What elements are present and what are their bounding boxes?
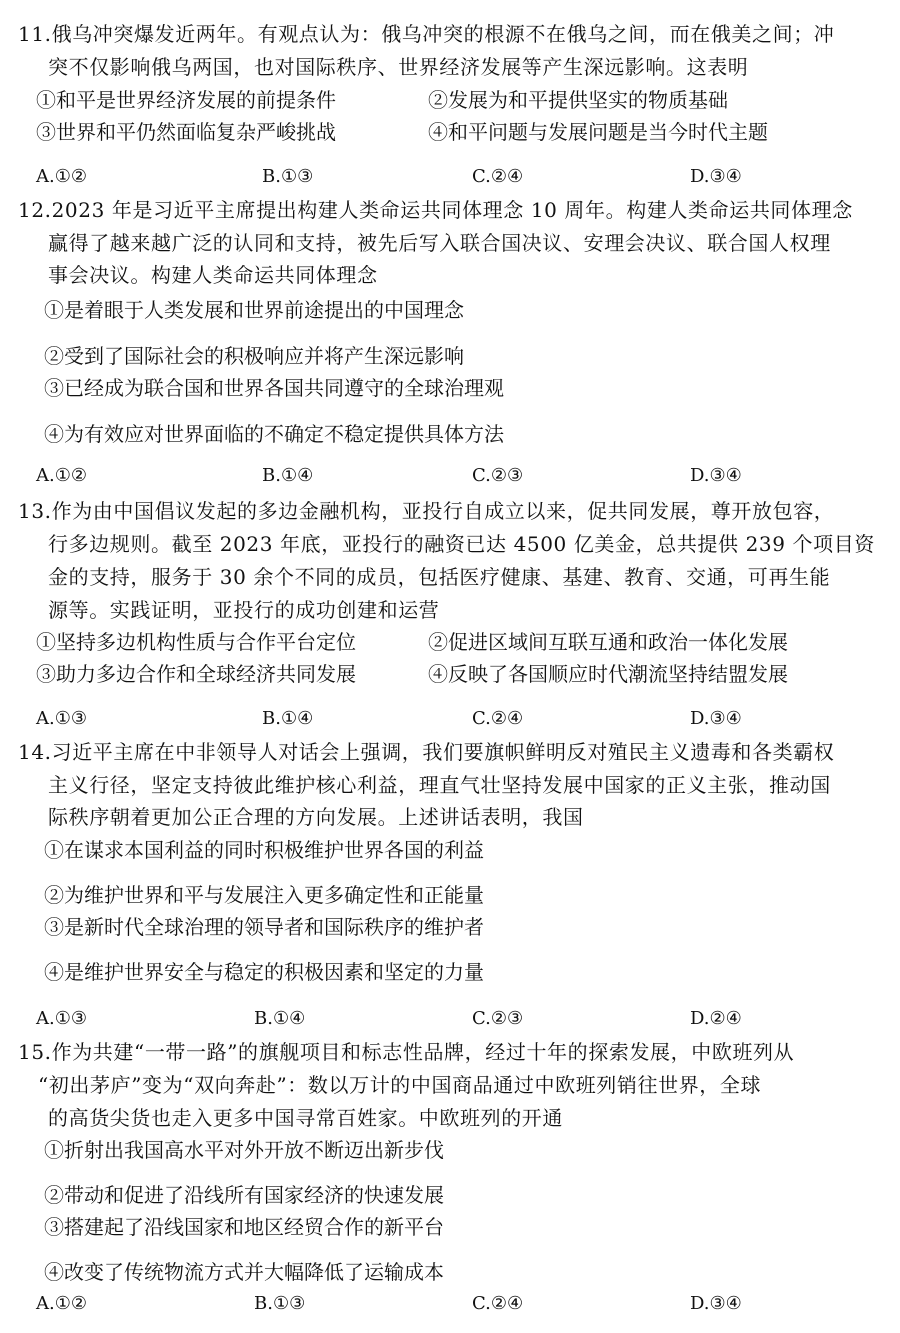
question-14-answer-d: D.②④ — [690, 1008, 742, 1029]
question-number: 15. — [18, 1040, 52, 1064]
question-13-answer-d: D.③④ — [690, 708, 742, 729]
stem-text: 作为共建“一带一路”的旗舰项目和标志性品牌，经过十年的探索发展，中欧班列从 — [51, 1040, 795, 1064]
question-12-answer-d: D.③④ — [690, 465, 742, 486]
question-12-option-4: ④为有效应对世界面临的不确定不稳定提供具体方法 — [44, 422, 504, 446]
question-15-stem-line-2: “初出茅庐”变为“双向奔赴”：数以万计的中国商品通过中欧班列销往世界，全球 — [38, 1073, 762, 1097]
stem-text: 作为由中国倡议发起的多边金融机构，亚投行自成立以来，促共同发展，尊开放包容， — [51, 499, 835, 523]
question-12-answer-a: A.①② — [36, 465, 87, 486]
question-13-answer-a: A.①③ — [36, 708, 87, 729]
question-13-stem-line-1 — [18, 497, 834, 525]
question-12-option-1: ①是着眼于人类发展和世界前途提出的中国理念 — [44, 298, 464, 322]
question-11-answer-c: C.②④ — [472, 166, 524, 187]
question-11-option-3: ③世界和平仍然面临复杂严峻挑战 — [36, 120, 336, 144]
question-12-answer-b: B.①④ — [262, 465, 314, 486]
question-13-answer-b: B.①④ — [262, 708, 314, 729]
question-14-answer-b: B.①④ — [254, 1008, 306, 1029]
question-15-option-4: ④改变了传统物流方式并大幅降低了运输成本 — [44, 1260, 444, 1284]
question-12-option-2: ②受到了国际社会的积极响应并将产生深远影响 — [44, 344, 464, 368]
question-11-stem-line-2: 突不仅影响俄乌两国，也对国际秩序、世界经济发展等产生深远影响。这表明 — [48, 55, 749, 79]
question-14-option-1: ①在谋求本国利益的同时积极维护世界各国的利益 — [44, 838, 484, 862]
question-13-stem-line-4: 源等。实践证明，亚投行的成功创建和运营 — [48, 598, 440, 622]
question-15-option-3: ③搭建起了沿线国家和地区经贸合作的新平台 — [44, 1215, 444, 1239]
question-12-stem-line-1 — [18, 196, 853, 224]
question-11-option-1: ①和平是世界经济发展的前提条件 — [36, 88, 336, 112]
question-11-option-4: ④和平问题与发展问题是当今时代主题 — [428, 120, 768, 144]
question-11-option-2: ②发展为和平提供坚实的物质基础 — [428, 88, 728, 112]
question-15-stem-line-1 — [18, 1038, 794, 1066]
question-number: 14. — [18, 740, 52, 764]
question-11-answer-a: A.①② — [36, 166, 87, 187]
question-15-answer-a: A.①② — [36, 1293, 87, 1314]
question-11-answer-b: B.①③ — [262, 166, 314, 187]
stem-text: 2023 年是习近平主席提出构建人类命运共同体理念 10 周年。构建人类命运共同体理念 — [51, 198, 853, 222]
question-13-option-1: ①坚持多边机构性质与合作平台定位 — [36, 630, 356, 654]
question-13-option-3: ③助力多边合作和全球经济共同发展 — [36, 662, 356, 686]
stem-text: 习近平主席在中非领导人对话会上强调，我们要旗帜鲜明反对殖民主义遗毒和各类霸权 — [51, 740, 835, 764]
question-14-option-4: ④是维护世界安全与稳定的积极因素和坚定的力量 — [44, 960, 484, 984]
question-12-answer-c: C.②③ — [472, 465, 524, 486]
question-15-answer-b: B.①③ — [254, 1293, 306, 1314]
question-13-option-4: ④反映了各国顺应时代潮流坚持结盟发展 — [428, 662, 788, 686]
question-14-stem-line-1 — [18, 738, 834, 766]
question-14-answer-a: A.①③ — [36, 1008, 87, 1029]
question-12-stem-line-2: 赢得了越来越广泛的认同和支持，被先后写入联合国决议、安理会决议、联合国人权理 — [48, 231, 831, 255]
question-13-option-2: ②促进区域间互联互通和政治一体化发展 — [428, 630, 788, 654]
question-11-answer-d: D.③④ — [690, 166, 742, 187]
question-15-answer-d: D.③④ — [690, 1293, 742, 1314]
question-15-answer-c: C.②④ — [472, 1293, 524, 1314]
question-15-option-1: ①折射出我国高水平对外开放不断迈出新步伐 — [44, 1138, 444, 1162]
question-number: 11. — [18, 22, 52, 46]
question-14-answer-c: C.②③ — [472, 1008, 524, 1029]
stem-text: 俄乌冲突爆发近两年。有观点认为：俄乌冲突的根源不在俄乌之间，而在俄美之间；冲 — [51, 22, 835, 46]
question-11-stem-line-1 — [18, 20, 834, 48]
question-14-stem-line-3: 际秩序朝着更加公正合理的方向发展。上述讲话表明，我国 — [48, 805, 584, 829]
question-number: 12. — [18, 198, 52, 222]
question-14-option-2: ②为维护世界和平与发展注入更多确定性和正能量 — [44, 883, 484, 907]
question-15-stem-line-3: 的高货尖货也走入更多中国寻常百姓家。中欧班列的开通 — [48, 1106, 563, 1130]
question-14-option-3: ③是新时代全球治理的领导者和国际秩序的维护者 — [44, 915, 484, 939]
question-15-option-2: ②带动和促进了沿线所有国家经济的快速发展 — [44, 1183, 444, 1207]
question-12-option-3: ③已经成为联合国和世界各国共同遵守的全球治理观 — [44, 376, 504, 400]
question-13-stem-line-2: 行多边规则。截至 2023 年底，亚投行的融资已达 4500 亿美金，总共提供 239 个项目资 — [48, 532, 875, 556]
question-12-stem-line-3: 事会决议。构建人类命运共同体理念 — [48, 263, 378, 287]
question-13-stem-line-3: 金的支持，服务于 30 余个不同的成员，包括医疗健康、基建、教育、交通，可再生能 — [48, 565, 831, 589]
question-14-stem-line-2: 主义行径，坚定支持彼此维护核心利益，理直气壮坚持发展中国家的正义主张，推动国 — [48, 773, 831, 797]
question-number: 13. — [18, 499, 52, 523]
question-13-answer-c: C.②④ — [472, 708, 524, 729]
